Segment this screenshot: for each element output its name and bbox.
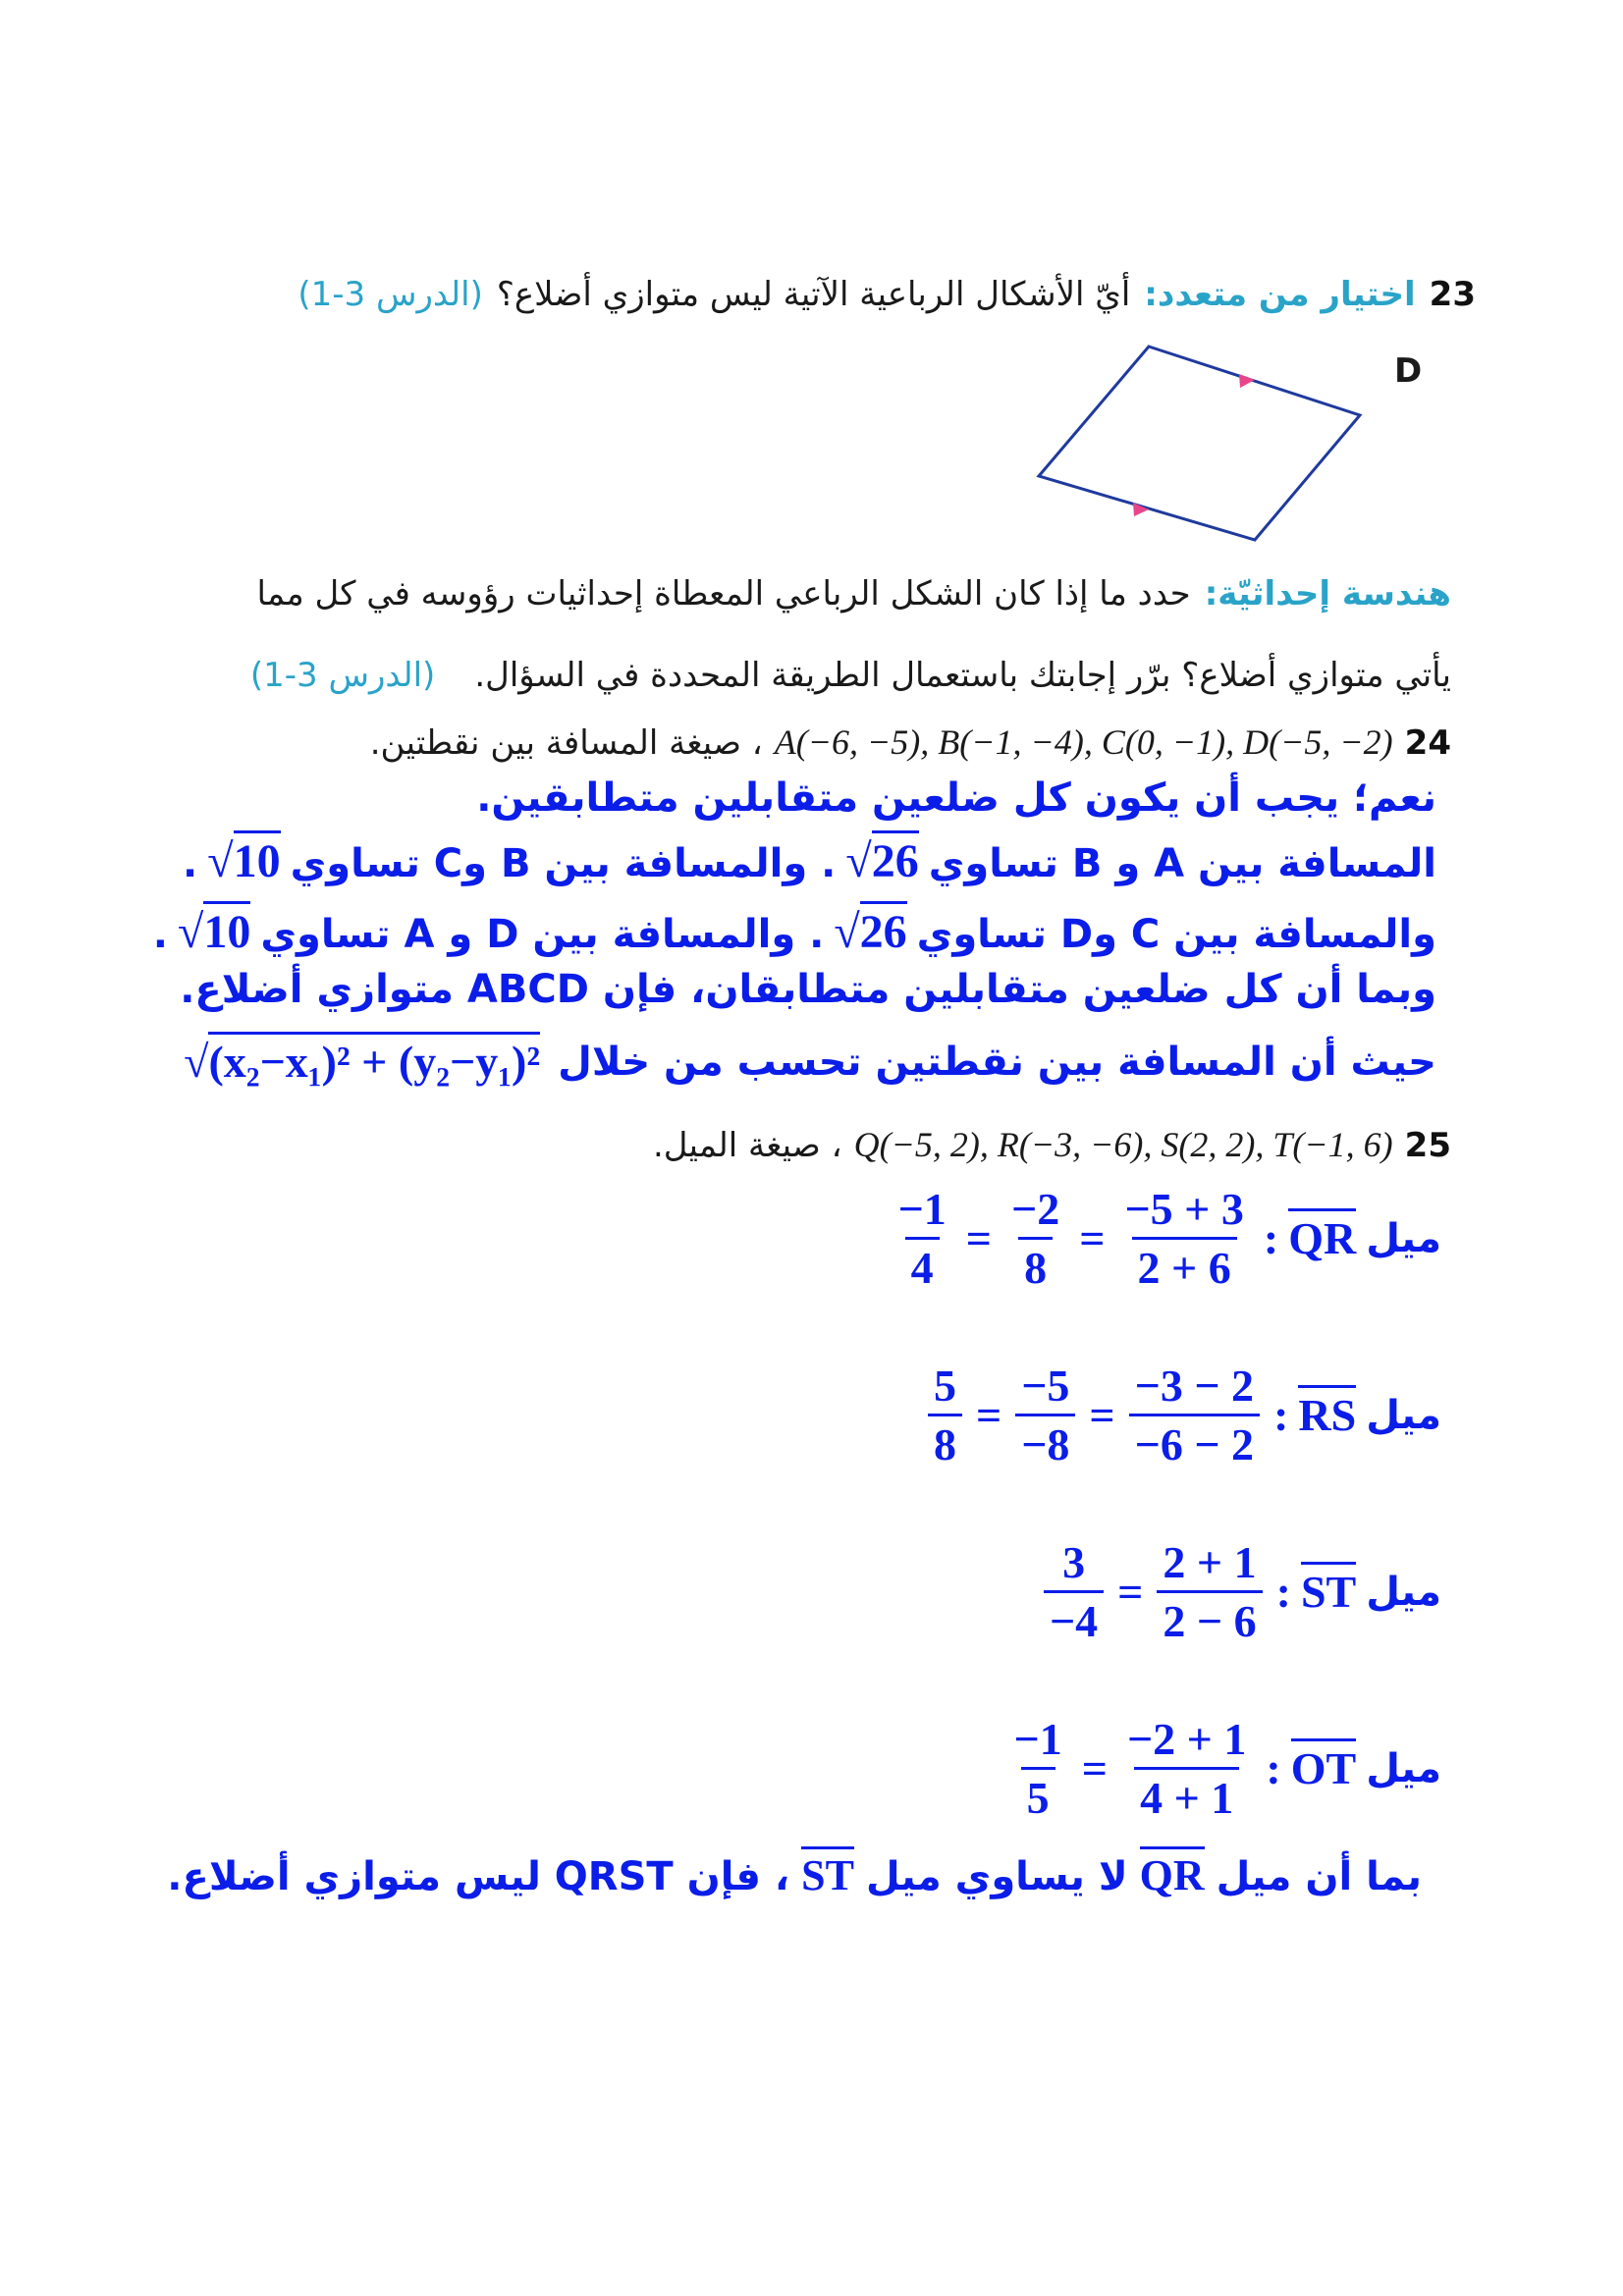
slope-qr-step3-den: 4	[905, 1237, 940, 1294]
slope-st-step2	[1044, 1536, 1104, 1647]
slope-qr-eq2: =	[965, 1213, 992, 1263]
slope-qr-eq1: =	[1079, 1213, 1106, 1263]
slope-ot-word: ميل	[1366, 1745, 1441, 1791]
distance-formula: √(x₂−x₁)² + (y₂−y₁)²	[184, 1036, 540, 1088]
q24-answer-line4: وبما أن كل ضلعين متقابلين متطابقان، فإن ABCD متوازي أضلاع.	[180, 967, 1436, 1012]
q24-answer-line2	[183, 834, 1436, 888]
slope-st-segment	[1301, 1566, 1356, 1618]
arrow-mark-top	[1239, 374, 1255, 388]
slope-rs-step2-num: −5	[1021, 1361, 1070, 1411]
q24-cd-text: والمسافة بين C وD تساوي	[916, 912, 1436, 957]
slope-qr-colon: :	[1263, 1213, 1279, 1263]
q24-answer-line1: نعم؛ يجب أن يكون كل ضلعين متقابلين متطابقين.	[476, 775, 1436, 821]
slope-rs-colon: :	[1273, 1390, 1289, 1440]
slope-st-word: ميل	[1366, 1569, 1441, 1615]
slope-ot-segment	[1291, 1742, 1356, 1794]
slope-ot-step1-den: 4 + 1	[1134, 1767, 1239, 1824]
slope-qr-step2	[1005, 1183, 1065, 1294]
slope-rs-step1	[1129, 1360, 1260, 1470]
slope-qr-row	[889, 1183, 1441, 1294]
quadrilateral-d-figure	[1021, 339, 1434, 545]
q25-method: ، صيغة الميل.	[652, 1126, 842, 1165]
slope-ot-step2-den: 5	[1021, 1767, 1055, 1824]
slope-rs-segment	[1298, 1389, 1356, 1441]
sqrt-10-da-radicand: 10	[203, 901, 250, 958]
coord-geometry-line2	[250, 656, 1451, 695]
slope-rs-word: ميل	[1366, 1392, 1441, 1438]
slope-rs-step1-den: −6 − 2	[1129, 1414, 1260, 1470]
slope-qr-step1-den: 2 + 6	[1132, 1237, 1237, 1294]
slope-st-row	[1040, 1536, 1441, 1647]
slope-qr-step3-num: −1	[897, 1184, 947, 1234]
q24-line	[370, 721, 1451, 763]
q23-title: اختيار من متعدد:	[1144, 275, 1416, 314]
slope-qr-seg-label: QR	[1288, 1208, 1356, 1263]
q23-number: 23	[1429, 275, 1476, 314]
sqrt-26-cd: √26	[834, 905, 906, 959]
q24-method: ، صيغة المسافة بين نقطتين.	[369, 723, 763, 763]
sqrt-26-cd-radicand: 26	[860, 901, 907, 958]
q24-da-text: . والمسافة بين D و A تساوي	[260, 912, 825, 957]
q24-bc-text: . والمسافة بين B وC تساوي	[290, 841, 837, 886]
q25-conclusion-seg-qr	[1140, 1850, 1205, 1900]
q24-distance-text: حيث أن المسافة بين نقطتين تحسب من خلال	[558, 1039, 1436, 1085]
slope-st-step1-num: 2 + 1	[1163, 1537, 1257, 1587]
q23-lesson: (الدرس 3-1)	[298, 275, 483, 314]
q24-line2-period: .	[183, 841, 198, 886]
q24-ab-text: المسافة بين A و B تساوي	[928, 841, 1436, 886]
q24-points: A(−6, −5), B(−1, −4), C(0, −1), D(−5, −2)	[774, 722, 1393, 762]
option-d-label: D	[1394, 351, 1423, 391]
slope-qr-step1	[1118, 1183, 1249, 1294]
slope-qr-segment	[1288, 1212, 1356, 1264]
q24-line3-period: .	[152, 912, 168, 957]
quadrilateral-outline	[1039, 347, 1360, 540]
q25-conclusion-seg-st-label: ST	[801, 1846, 854, 1899]
slope-st-step2-num: 3	[1062, 1537, 1086, 1587]
sqrt-10-bc-radicand: 10	[234, 830, 281, 887]
q25-conclusion-seg-st	[801, 1850, 854, 1900]
slope-rs-step3-num: 5	[933, 1361, 956, 1411]
slope-st-seg-label: ST	[1301, 1562, 1356, 1617]
q25-conclusion-c: ، فإن QRST ليس متوازي أضلاع.	[167, 1854, 790, 1899]
slope-qr-step3	[893, 1183, 952, 1294]
q23-text: أيّ الأشكال الرباعية الآتية ليس متوازي أضلاع؟	[496, 275, 1131, 314]
slope-qr-word: ميل	[1366, 1215, 1441, 1261]
slope-rs-step2	[1015, 1360, 1075, 1470]
sqrt-26-ab-radicand: 26	[872, 830, 919, 887]
slope-ot-step2-num: −1	[1013, 1714, 1062, 1764]
slope-ot-seg-label: OT	[1291, 1738, 1356, 1793]
q25-conclusion-a: بما أن ميل	[1216, 1854, 1422, 1899]
q23-line	[298, 275, 1476, 314]
q25-number: 25	[1404, 1126, 1451, 1165]
slope-qr-step2-den: 8	[1018, 1237, 1053, 1294]
q25-line	[653, 1124, 1451, 1165]
slope-ot-row	[1004, 1713, 1441, 1824]
sqrt-26-ab: √26	[845, 834, 918, 888]
slope-rs-seg-label: RS	[1298, 1385, 1356, 1440]
q24-number: 24	[1404, 723, 1451, 763]
sqrt-10-da: √10	[178, 905, 250, 959]
coord-geometry-lesson: (الدرس 3-1)	[249, 656, 436, 695]
slope-rs-step2-den: −8	[1015, 1414, 1075, 1470]
arrow-mark-bottom	[1133, 503, 1149, 516]
slope-ot-step2	[1008, 1713, 1068, 1824]
coord-geometry-line1	[257, 574, 1452, 614]
slope-rs-row	[924, 1360, 1441, 1470]
q25-conclusion-seg-qr-label: QR	[1140, 1846, 1205, 1899]
slope-rs-eq2: =	[975, 1390, 1002, 1440]
q25-conclusion	[167, 1850, 1422, 1900]
slope-rs-step3	[928, 1360, 962, 1470]
q25-conclusion-b: لا يساوي ميل	[865, 1854, 1128, 1899]
slope-st-colon: :	[1275, 1567, 1291, 1617]
coord-geometry-text2: يأتي متوازي أضلاع؟ برّر إجابتك باستعمال الطريقة المحددة في السؤال.	[474, 656, 1451, 695]
slope-st-step2-den: −4	[1044, 1590, 1104, 1647]
slope-qr-step1-num: −5 + 3	[1124, 1184, 1244, 1234]
slope-rs-step3-den: 8	[928, 1414, 962, 1470]
slope-rs-step1-num: −3 − 2	[1134, 1361, 1255, 1411]
slope-ot-colon: :	[1266, 1743, 1281, 1793]
slope-st-eq1: =	[1117, 1567, 1144, 1617]
coord-geometry-title: هندسة إحداثيّة:	[1204, 574, 1451, 614]
sqrt-10-bc: √10	[207, 834, 280, 888]
slope-ot-eq1: =	[1081, 1743, 1108, 1793]
distance-formula-radicand: (x₂−x₁)² + (y₂−y₁)²	[208, 1032, 540, 1087]
q24-answer-line3	[153, 905, 1436, 959]
slope-ot-step1	[1121, 1713, 1252, 1824]
slope-rs-eq1: =	[1089, 1390, 1115, 1440]
q24-answer-line5	[184, 1036, 1436, 1088]
slope-qr-step2-num: −2	[1011, 1184, 1060, 1234]
coord-geometry-text1: حدد ما إذا كان الشكل الرباعي المعطاة إحداثيات رؤوسه في كل مما	[256, 574, 1191, 614]
q25-points: Q(−5, 2), R(−3, −6), S(2, 2), T(−1, 6)	[853, 1125, 1393, 1164]
slope-ot-step1-num: −2 + 1	[1126, 1714, 1247, 1764]
slope-st-step1-den: 2 − 6	[1157, 1590, 1262, 1647]
slope-st-step1	[1157, 1536, 1262, 1647]
